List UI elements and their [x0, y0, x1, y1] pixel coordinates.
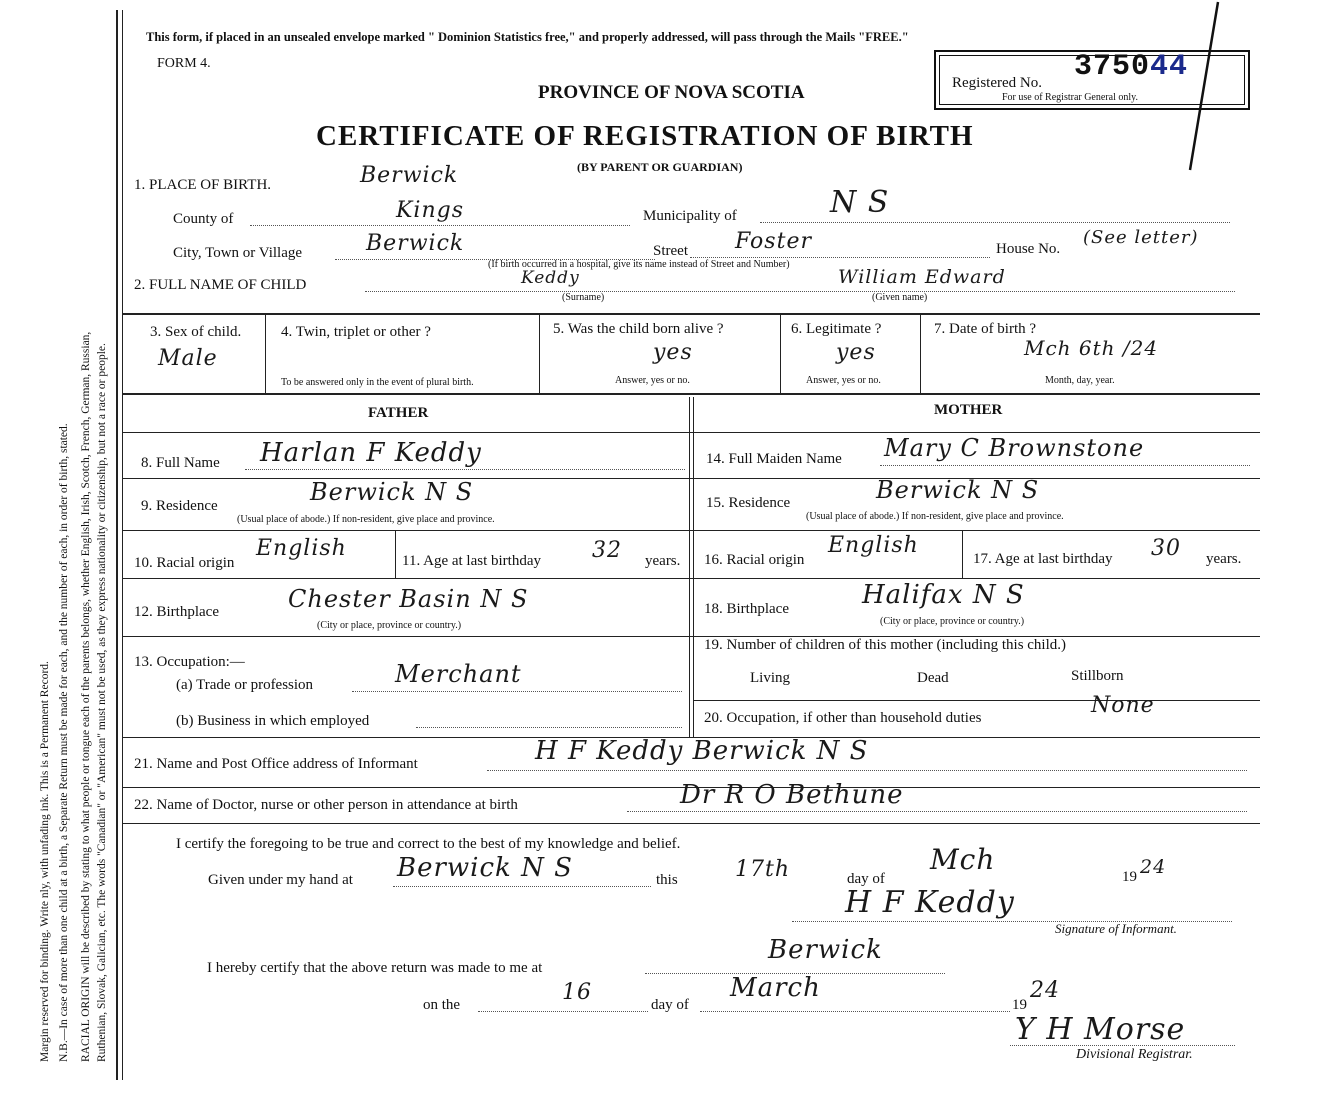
mother-name-label: 14. Full Maiden Name: [706, 451, 842, 467]
born-alive-note: Answer, yes or no.: [615, 375, 690, 386]
mother-age-value: 30: [1151, 536, 1181, 561]
father-age-label: 11. Age at last birthday: [402, 553, 541, 569]
mother-residence-label: 15. Residence: [706, 495, 791, 511]
given-name-note: (Given name): [872, 292, 928, 303]
born-alive-value: yes: [653, 340, 693, 365]
registrar-statement: I hereby certify that the above return was made to me at: [207, 960, 543, 976]
street-label: Street: [653, 243, 688, 259]
father-years-label: years.: [645, 553, 681, 569]
mother-residence-note: (Usual place of abode.) If non-resident, give place and province.: [806, 511, 1064, 522]
registrar-day-of-label: day of: [651, 997, 689, 1013]
registrar-month-value: March: [730, 973, 821, 1003]
municipality-label: Municipality of: [643, 208, 737, 224]
legitimate-value: yes: [836, 340, 876, 365]
registrar-year-suffix: 24: [1030, 978, 1060, 1003]
margin-racial-note-1: RACIAL ORIGIN will be described by stating to what people or tongue each of the parents belongs, whether English, Irish, Scotch, French, German, Russian,: [80, 331, 92, 1062]
father-occupation-label: 13. Occupation:—: [134, 654, 245, 670]
this-day-value: 17th: [735, 857, 791, 882]
informant-signature-label: Signature of Informant.: [1055, 921, 1177, 936]
mother-occupation-value: None: [1091, 693, 1155, 718]
mother-race-label: 16. Racial origin: [704, 552, 805, 568]
county-label: County of: [173, 211, 234, 227]
on-the-label: on the: [423, 997, 461, 1013]
father-birthplace-value: Chester Basin N S: [288, 585, 529, 613]
father-birthplace-note: (City or place, province or country.): [317, 620, 462, 631]
month-value: Mch: [930, 843, 996, 876]
this-label: this: [656, 872, 678, 888]
registrar-day-value: 16: [562, 980, 592, 1005]
parents-divider-a: [689, 397, 690, 737]
registrar-use-note: For use of Registrar General only.: [1002, 92, 1138, 103]
dob-note: Month, day, year.: [1045, 375, 1115, 386]
year-prefix: 19: [1122, 869, 1137, 885]
informant-signature: H F Keddy: [845, 885, 1015, 920]
hospital-note: (If birth occurred in a hospital, give its name instead of Street and Number): [488, 259, 790, 270]
pen-stroke-mark: [1170, 0, 1230, 180]
doctor-label: 22. Name of Doctor, nurse or other person in attendance at birth: [134, 797, 518, 813]
given-under-label: Given under my hand at: [208, 872, 353, 888]
registrar-year-prefix: 19: [1012, 997, 1027, 1013]
father-residence-note: (Usual place of abode.) If non-resident, give place and province.: [237, 514, 495, 525]
surname-note: (Surname): [562, 292, 605, 303]
place-of-birth-value: Berwick: [360, 163, 459, 188]
father-race-value: English: [256, 536, 347, 561]
trade-value: Merchant: [395, 660, 522, 688]
divisional-registrar-label: Divisional Registrar.: [1076, 1047, 1193, 1062]
certificate-title: CERTIFICATE OF REGISTRATION OF BIRTH: [316, 120, 974, 152]
city-value: Berwick: [366, 231, 465, 256]
postal-note: This form, if placed in an unsealed envelope marked " Dominion Statistics free," and properly addressed, will pass through the Mails "FREE.": [146, 30, 909, 44]
twin-note: To be answered only in the event of plural birth.: [281, 377, 474, 388]
given-place-value: Berwick N S: [397, 853, 573, 883]
mother-birthplace-note: (City or place, province or country.): [880, 616, 1025, 627]
certificate-subtitle: (BY PARENT OR GUARDIAN): [577, 160, 743, 174]
father-heading: FATHER: [368, 405, 429, 421]
place-of-birth-label: 1. PLACE OF BIRTH.: [134, 177, 272, 193]
box-row-top-border: [123, 313, 1260, 315]
box-row-bottom-border: [123, 393, 1260, 395]
children-count-label: 19. Number of children of this mother (including this child.): [704, 637, 1067, 653]
mother-heading: MOTHER: [934, 402, 1003, 418]
form-number: FORM 4.: [157, 56, 211, 71]
living-label: Living: [750, 670, 790, 686]
informant-label: 21. Name and Post Office address of Informant: [134, 756, 418, 772]
mother-race-value: English: [828, 533, 919, 558]
mother-age-label: 17. Age at last birthday: [973, 551, 1113, 567]
business-label: (b) Business in which employed: [176, 713, 370, 729]
dob-value: Mch 6th /24: [1024, 336, 1159, 360]
mother-residence-value: Berwick N S: [876, 476, 1040, 504]
mother-name-value: Mary C Brownstone: [884, 434, 1145, 462]
father-residence-label: 9. Residence: [141, 498, 218, 514]
county-value: Kings: [396, 198, 465, 223]
legitimate-note: Answer, yes or no.: [806, 375, 881, 386]
child-surname: Keddy: [521, 268, 580, 288]
sex-value: Male: [158, 346, 218, 371]
father-residence-value: Berwick N S: [310, 478, 474, 506]
margin-nb-note: N.B.—In case of more than one child at a birth, a Separate Return must be made for each, and the number of each, in order of birth, stated.: [58, 423, 70, 1062]
outer-border-left-inner: [122, 10, 123, 1080]
margin-binding-note: Margin reserved for binding. Write nly, with unfading ink. This is a Permanent Record.: [39, 661, 51, 1062]
father-name-label: 8. Full Name: [141, 455, 220, 471]
child-given-name: William Edward: [838, 266, 1006, 288]
father-birthplace-label: 12. Birthplace: [134, 604, 219, 620]
province-heading: PROVINCE OF NOVA SCOTIA: [538, 82, 805, 103]
father-name-value: Harlan F Keddy: [260, 438, 482, 468]
street-value: Foster: [735, 229, 812, 254]
twin-label: 4. Twin, triplet or other ?: [281, 324, 431, 340]
mother-birthplace-value: Halifax N S: [862, 580, 1025, 610]
trade-label: (a) Trade or profession: [176, 677, 314, 693]
outer-border-left: [116, 10, 118, 1080]
mother-occupation-label: 20. Occupation, if other than household duties: [704, 710, 982, 726]
informant-value: H F Keddy Berwick N S: [535, 736, 869, 766]
mother-birthplace-label: 18. Birthplace: [704, 601, 789, 617]
born-alive-label: 5. Was the child born alive ?: [553, 321, 724, 337]
father-age-value: 32: [592, 538, 622, 563]
dead-label: Dead: [917, 670, 949, 686]
city-label: City, Town or Village: [173, 245, 303, 261]
municipality-value: N S: [830, 185, 890, 220]
day-of-label: day of: [847, 871, 885, 887]
stillborn-label: Stillborn: [1071, 668, 1124, 684]
dob-label: 7. Date of birth ?: [934, 321, 1037, 337]
margin-racial-note-2: Ruthenian, Slovak, Galician, etc. The words "Canadian" or "American" must not be used, as they express nationality or citizenship, but not a race or people.: [96, 343, 108, 1062]
house-number-value: (See letter): [1083, 227, 1199, 248]
father-race-label: 10. Racial origin: [134, 555, 235, 571]
registered-label: Registered No.: [952, 75, 1042, 91]
legitimate-label: 6. Legitimate ?: [791, 321, 882, 337]
year-suffix: 24: [1140, 856, 1167, 878]
parents-divider-b: [693, 397, 694, 737]
sex-label: 3. Sex of child.: [150, 324, 242, 340]
doctor-value: Dr R O Bethune: [680, 780, 904, 810]
child-name-label: 2. FULL NAME OF CHILD: [134, 277, 307, 293]
house-number-label: House No.: [996, 241, 1061, 257]
registrar-signature: Y H Morse: [1015, 1012, 1186, 1047]
registered-number-ink: 44: [1150, 50, 1189, 84]
registrar-place-value: Berwick: [768, 935, 883, 965]
mother-years-label: years.: [1206, 551, 1242, 567]
certify-statement: I certify the foregoing to be true and correct to the best of my knowledge and belief.: [176, 836, 681, 852]
registered-number-stamped: 3750: [1074, 50, 1151, 84]
